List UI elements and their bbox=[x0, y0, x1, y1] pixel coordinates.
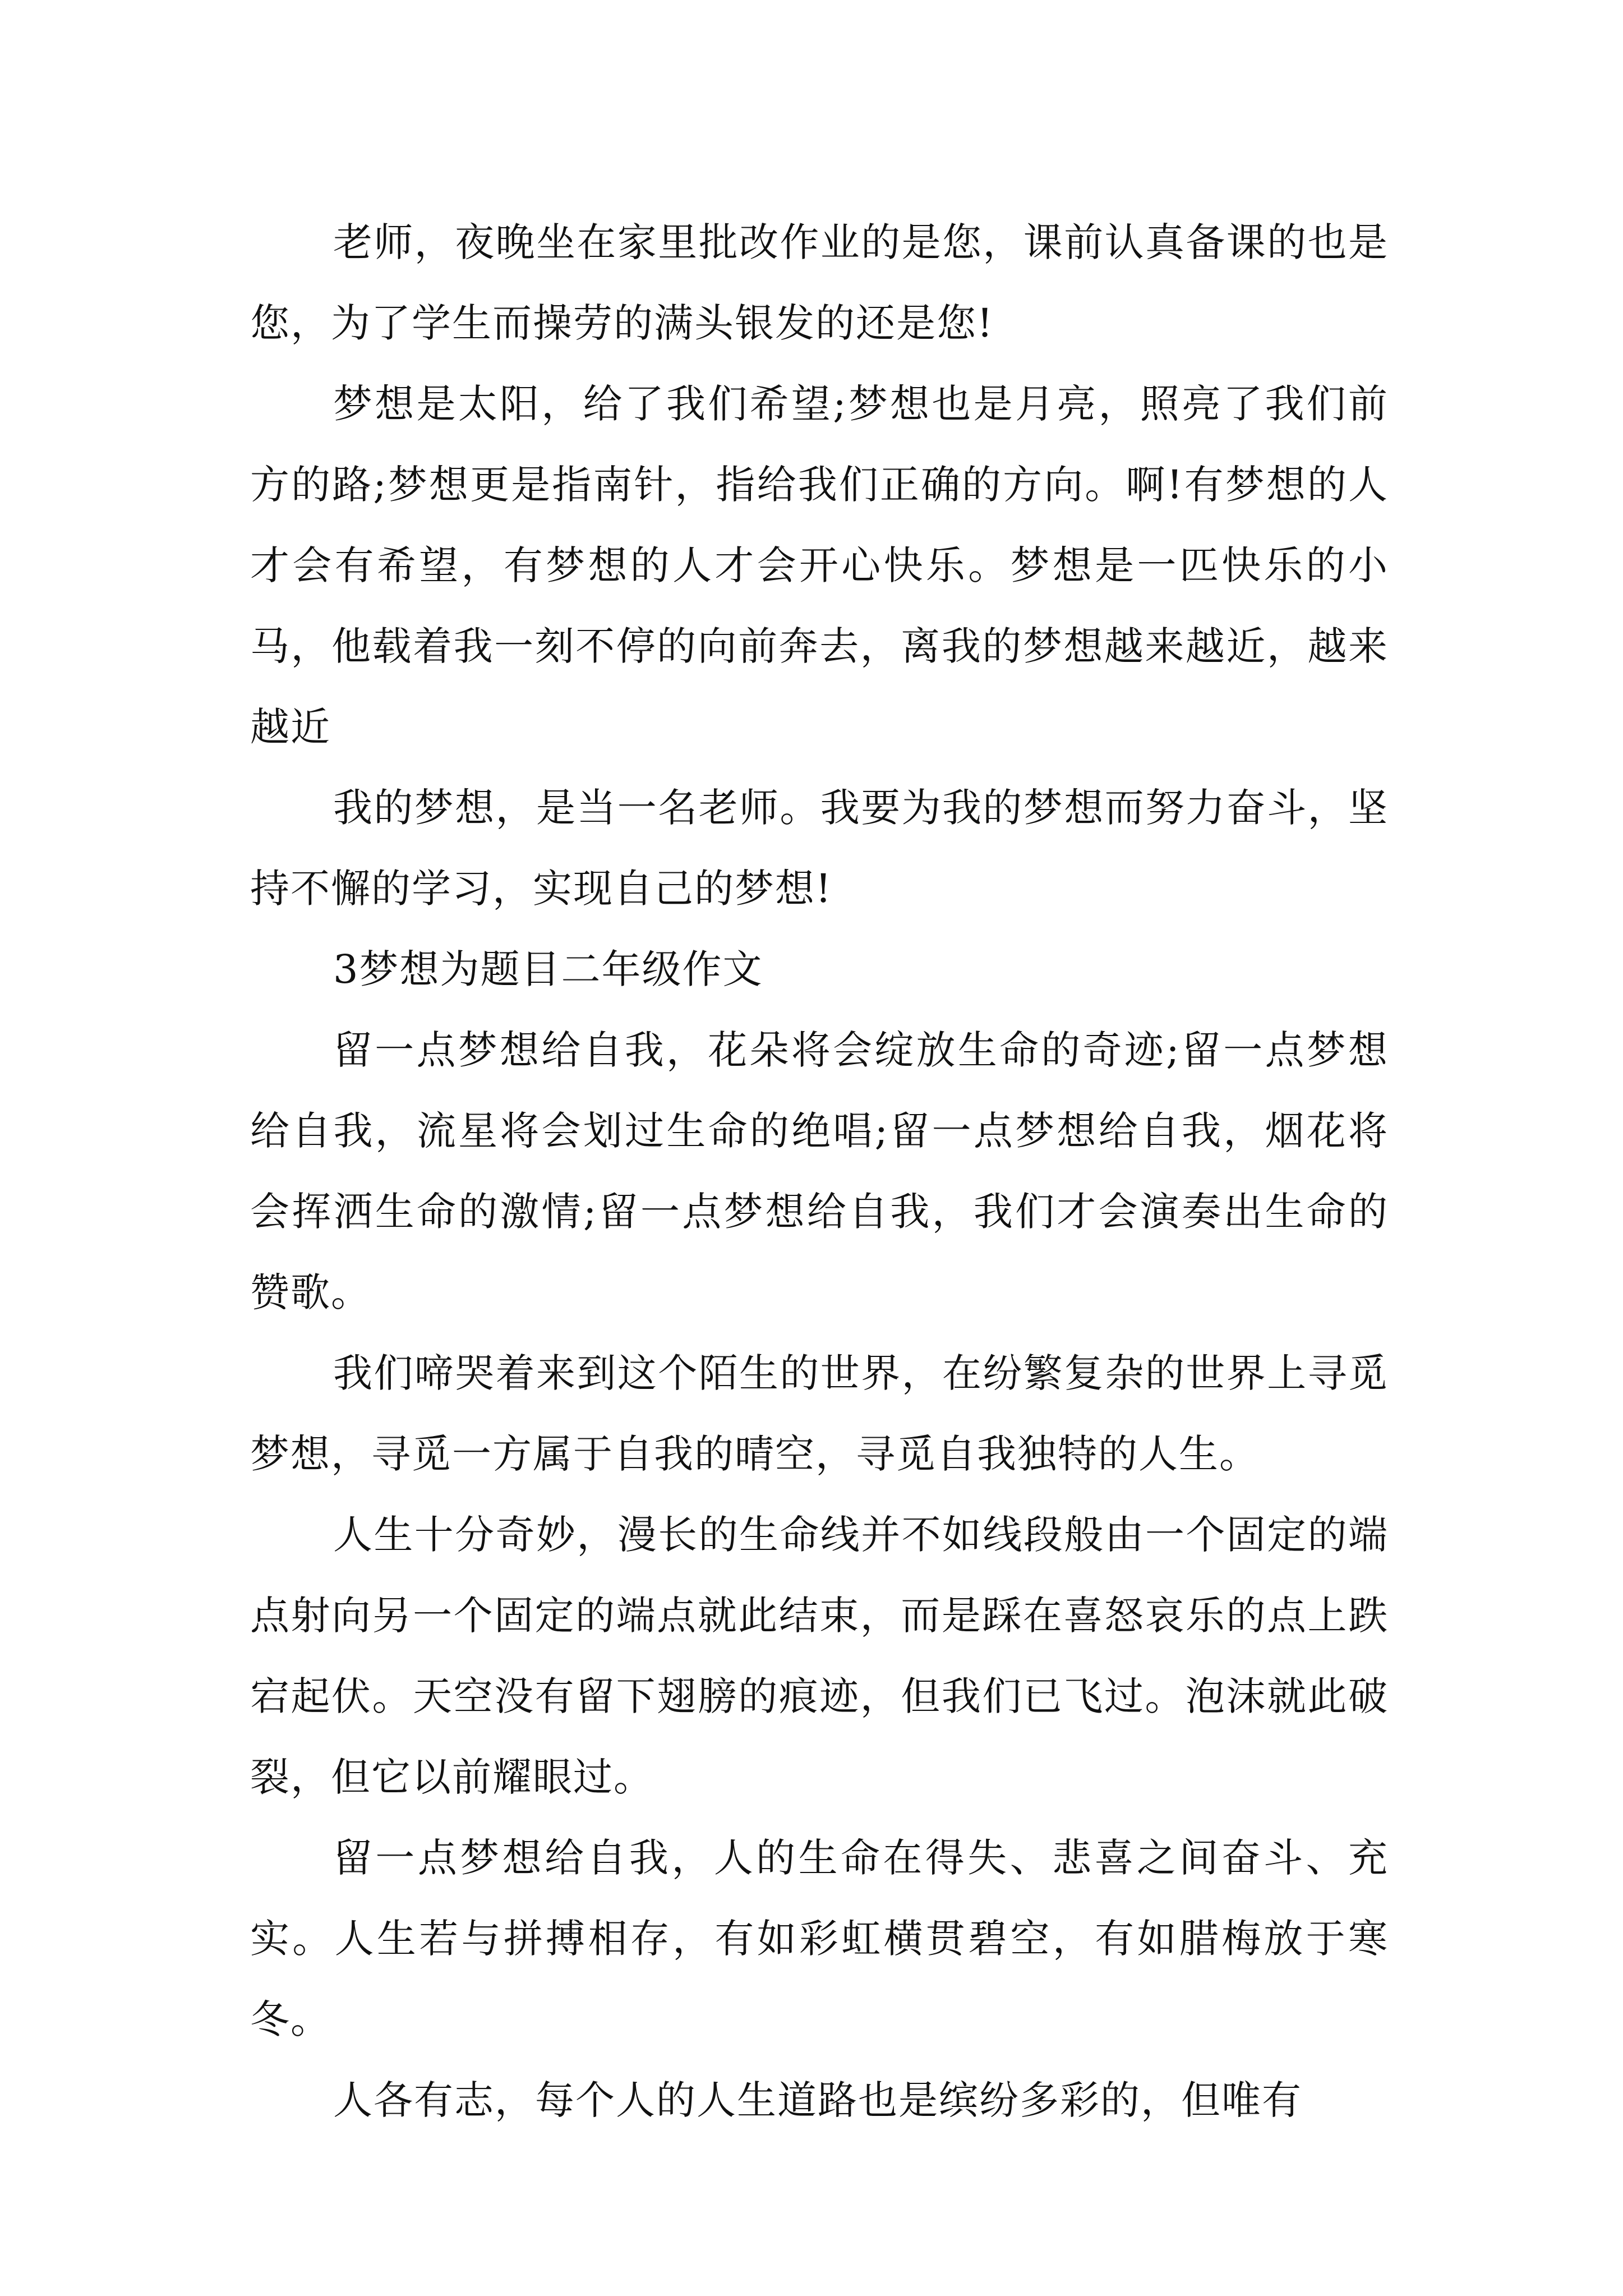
paragraph: 人生十分奇妙，漫长的生命线并不如线段般由一个固定的端点射向另一个固定的端点就此结束，而是踩在喜怒哀乐的点上跌宕起伏。天空没有留下翅膀的痕迹，但我们已飞过。泡沫就此破裂，但它以前耀眼过。 bbox=[250, 1512, 1389, 1800]
paragraph: 留一点梦想给自我，人的生命在得失、悲喜之间奋斗、充实。人生若与拼搏相存，有如彩虹横贯碧空，有如腊梅放于寒冬。 bbox=[250, 1835, 1389, 2042]
paragraph: 留一点梦想给自我，花朵将会绽放生命的奇迹;留一点梦想给自我，流星将会划过生命的绝唱;留一点梦想给自我，烟花将会挥洒生命的激情;留一点梦想给自我，我们才会演奏出生命的赞歌。 bbox=[250, 1027, 1389, 1315]
document-body bbox=[250, 202, 1389, 2141]
paragraph: 人各有志，每个人的人生道路也是缤纷多彩的，但唯有 bbox=[333, 2077, 1302, 2123]
paragraph: 梦想是太阳，给了我们希望;梦想也是月亮，照亮了我们前方的路;梦想更是指南针，指给我们正确的方向。啊!有梦想的人才会有希望，有梦想的人才会开心快乐。梦想是一匹快乐的小马，他载着我一刻不停的向前奔去，离我的梦想越来越近，越来越近 bbox=[250, 381, 1389, 750]
paragraph: 我们啼哭着来到这个陌生的世界，在纷繁复杂的世界上寻觅梦想，寻觅一方属于自我的晴空，寻觅自我独特的人生。 bbox=[250, 1350, 1389, 1477]
paragraph: 老师，夜晚坐在家里批改作业的是您，课前认真备课的也是您，为了学生而操劳的满头银发的还是您! bbox=[250, 219, 1389, 346]
paragraph: 我的梦想，是当一名老师。我要为我的梦想而努力奋斗，坚持不懈的学习，实现自己的梦想! bbox=[250, 785, 1389, 912]
section-heading: 3梦想为题目二年级作文 bbox=[333, 946, 763, 992]
